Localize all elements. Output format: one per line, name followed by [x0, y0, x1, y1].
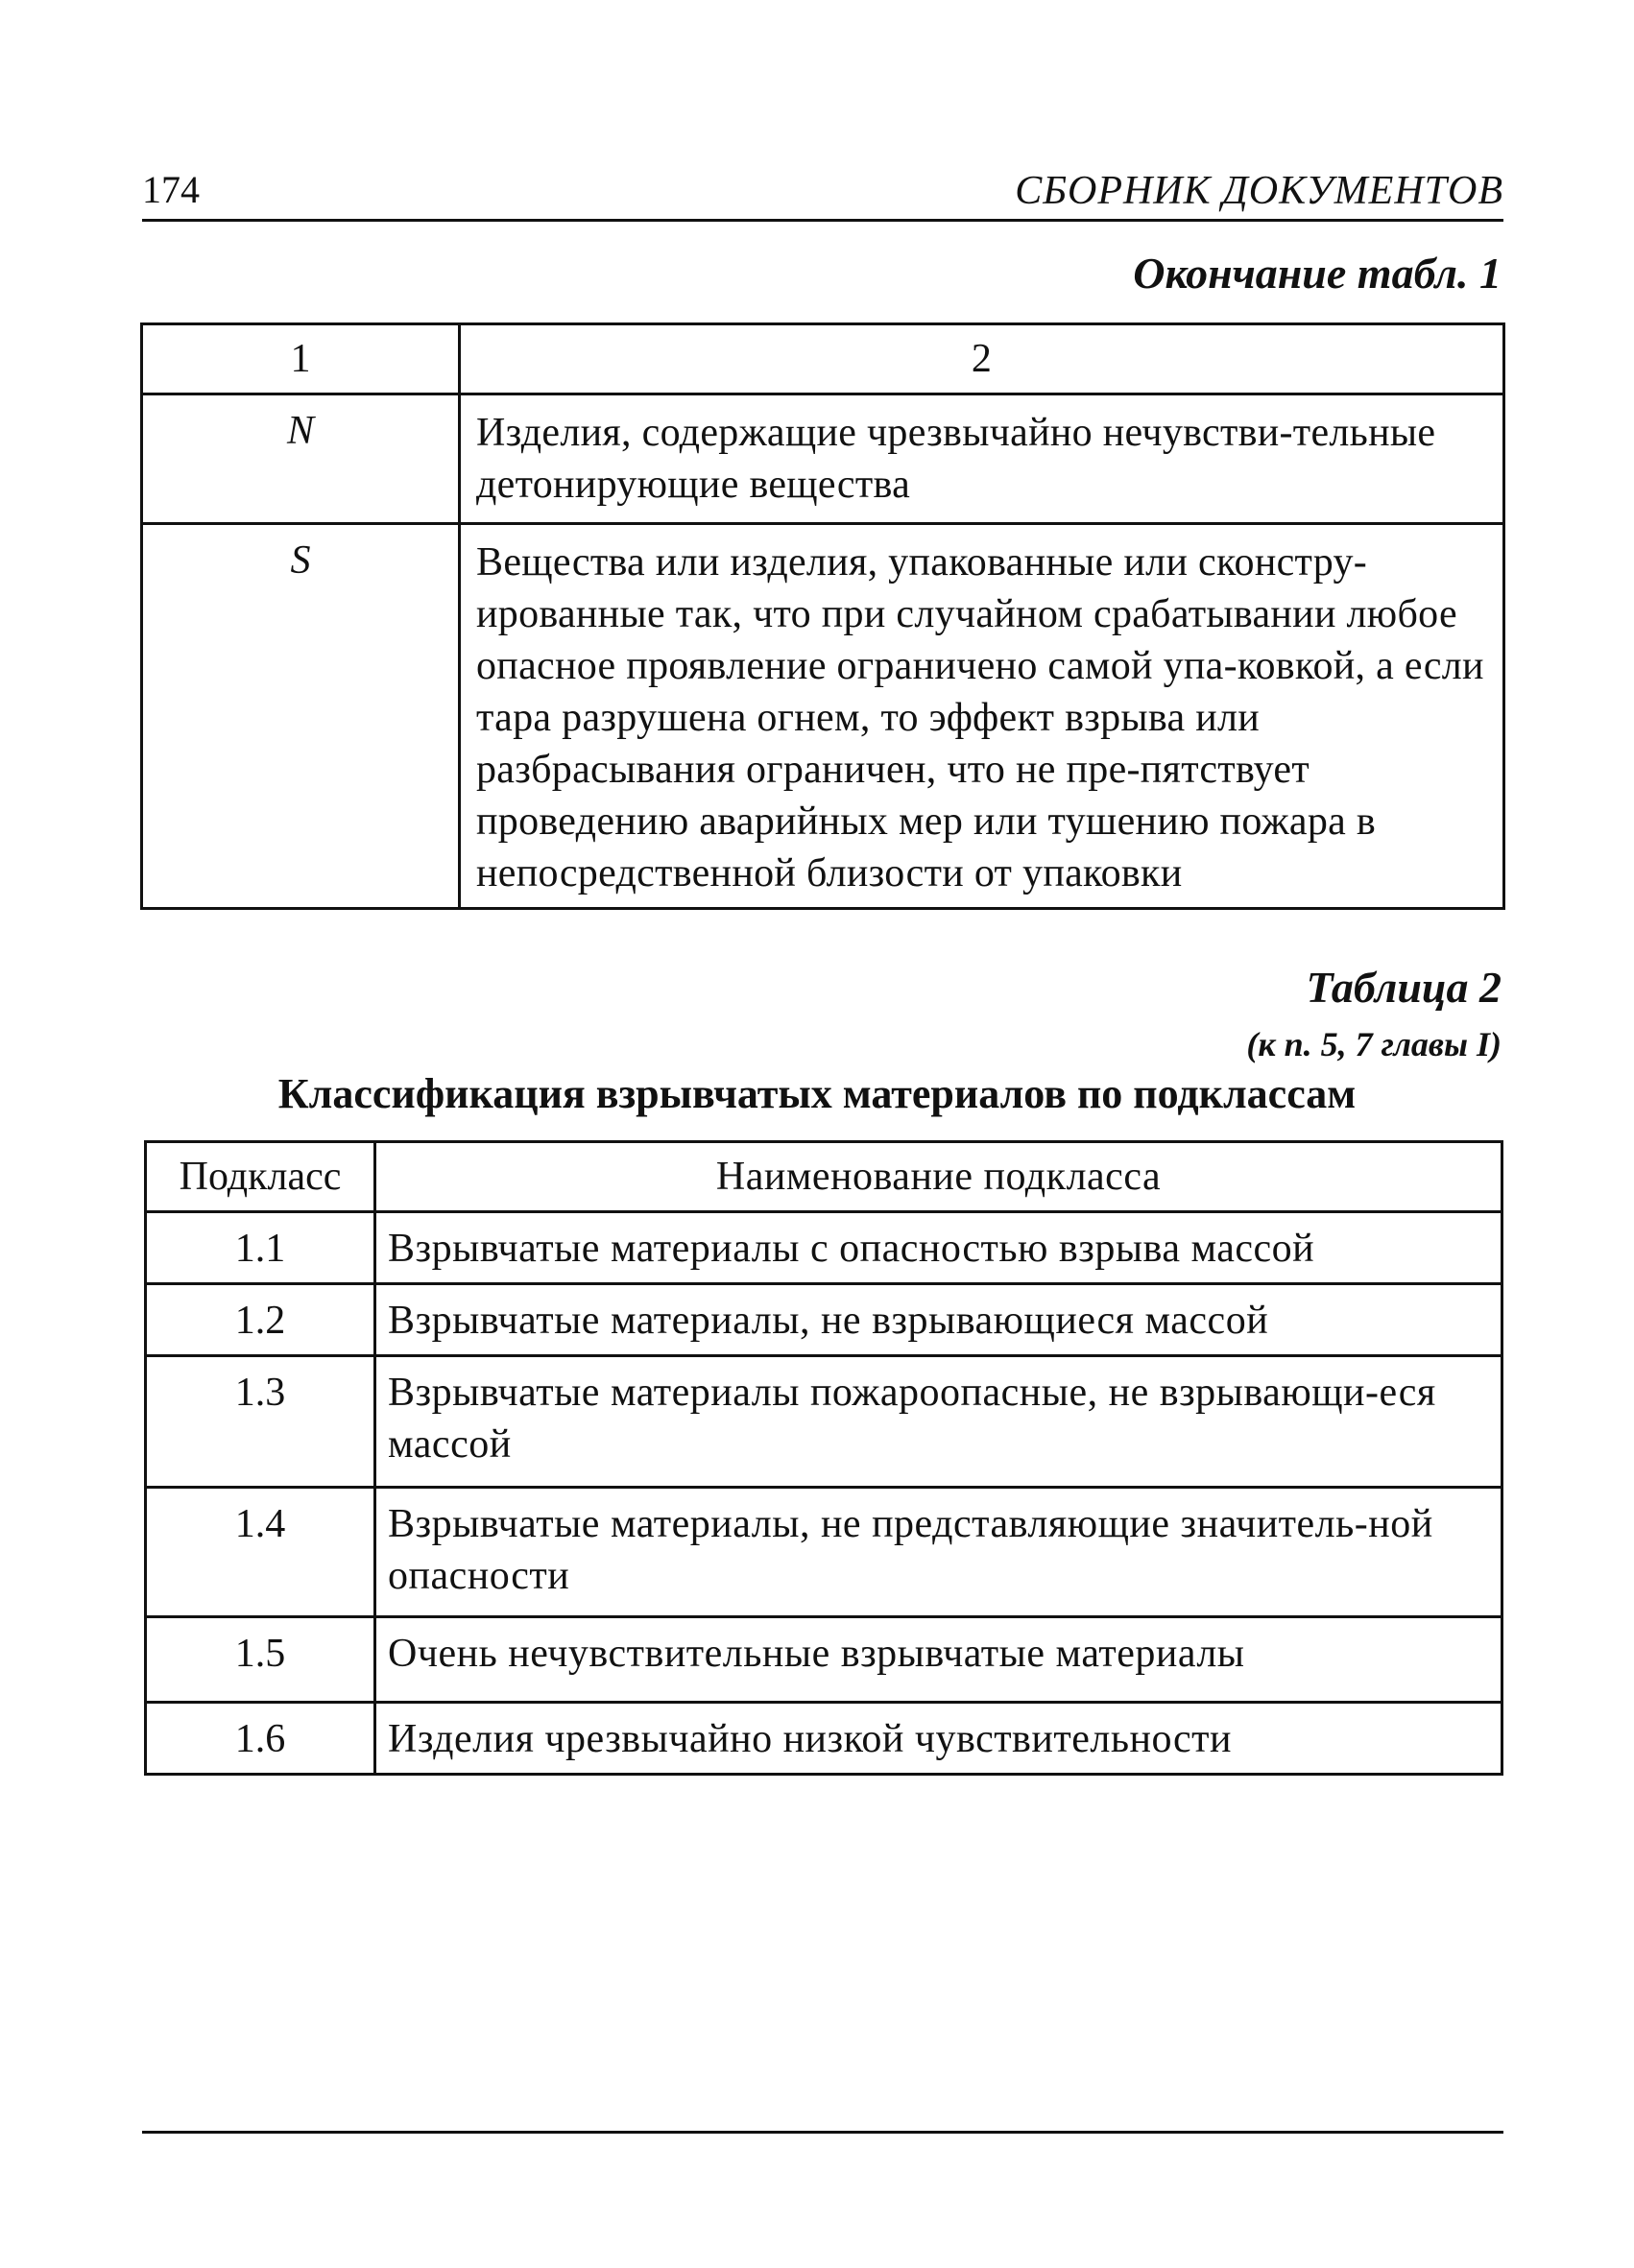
table2-header-row — [146, 1142, 1502, 1212]
table1-text-cell: Изделия, содержащие чрезвычайно нечувстви-тельные детонирующие вещества — [460, 394, 1504, 524]
table1 — [140, 322, 1505, 910]
subclass-name-cell: Взрывчатые материалы, не взрывающиеся массой — [375, 1284, 1502, 1356]
table-row — [146, 1356, 1502, 1488]
table-row — [146, 1617, 1502, 1703]
subclass-name-cell: Изделия чрезвычайно низкой чувствительности — [375, 1703, 1502, 1775]
subclass-name-cell: Взрывчатые материалы, не представляющие значитель-ной опасности — [375, 1488, 1502, 1617]
table-row — [142, 394, 1504, 524]
table1-column-header: 2 — [460, 324, 1504, 394]
table-row — [146, 1703, 1502, 1775]
table1-code-cell: S — [142, 524, 460, 909]
subclass-name-cell: Очень нечувствительные взрывчатые материалы — [375, 1617, 1502, 1703]
table-row — [146, 1488, 1502, 1617]
subclass-name-cell: Взрывчатые материалы с опасностью взрыва массой — [375, 1212, 1502, 1284]
table2-label: Таблица 2 — [1306, 963, 1502, 1012]
table1-continuation-label: Окончание табл. 1 — [1133, 249, 1502, 298]
table1-header-row — [142, 324, 1504, 394]
subclass-name-cell: Взрывчатые материалы пожароопасные, не взрывающи-еся массой — [375, 1356, 1502, 1488]
page-number: 174 — [142, 168, 200, 211]
table-row — [146, 1212, 1502, 1284]
running-head: СБОРНИК ДОКУМЕНТОВ — [1015, 169, 1503, 213]
table1-code-cell: N — [142, 394, 460, 524]
table2-column-header: Подкласс — [146, 1142, 375, 1212]
table2-reference: (к п. 5, 7 главы I) — [1246, 1025, 1502, 1063]
table2 — [144, 1140, 1503, 1776]
subclass-cell: 1.6 — [146, 1703, 375, 1775]
table1-text-cell: Вещества или изделия, упакованные или сконстру-ированные так, что при случайном срабатывании любое опасное проявление ограничено самой упа-ковкой, а если тара разрушена огнем, то эффект взрыва или разбрасывания ограничен, что не пре-пятствует проведению аварийных мер или тушению пожара в непосредственной близости от упаковки — [460, 524, 1504, 909]
table2-title: Классификация взрывчатых материалов по подклассам — [277, 1070, 1357, 1117]
subclass-cell: 1.2 — [146, 1284, 375, 1356]
header-rule — [142, 219, 1503, 222]
table-row — [146, 1284, 1502, 1356]
subclass-cell: 1.5 — [146, 1617, 375, 1703]
table2-column-header: Наименование подкласса — [375, 1142, 1502, 1212]
footer-rule — [142, 2131, 1503, 2134]
subclass-cell: 1.3 — [146, 1356, 375, 1488]
subclass-cell: 1.1 — [146, 1212, 375, 1284]
table1-column-header: 1 — [142, 324, 460, 394]
table-row — [142, 524, 1504, 909]
subclass-cell: 1.4 — [146, 1488, 375, 1617]
